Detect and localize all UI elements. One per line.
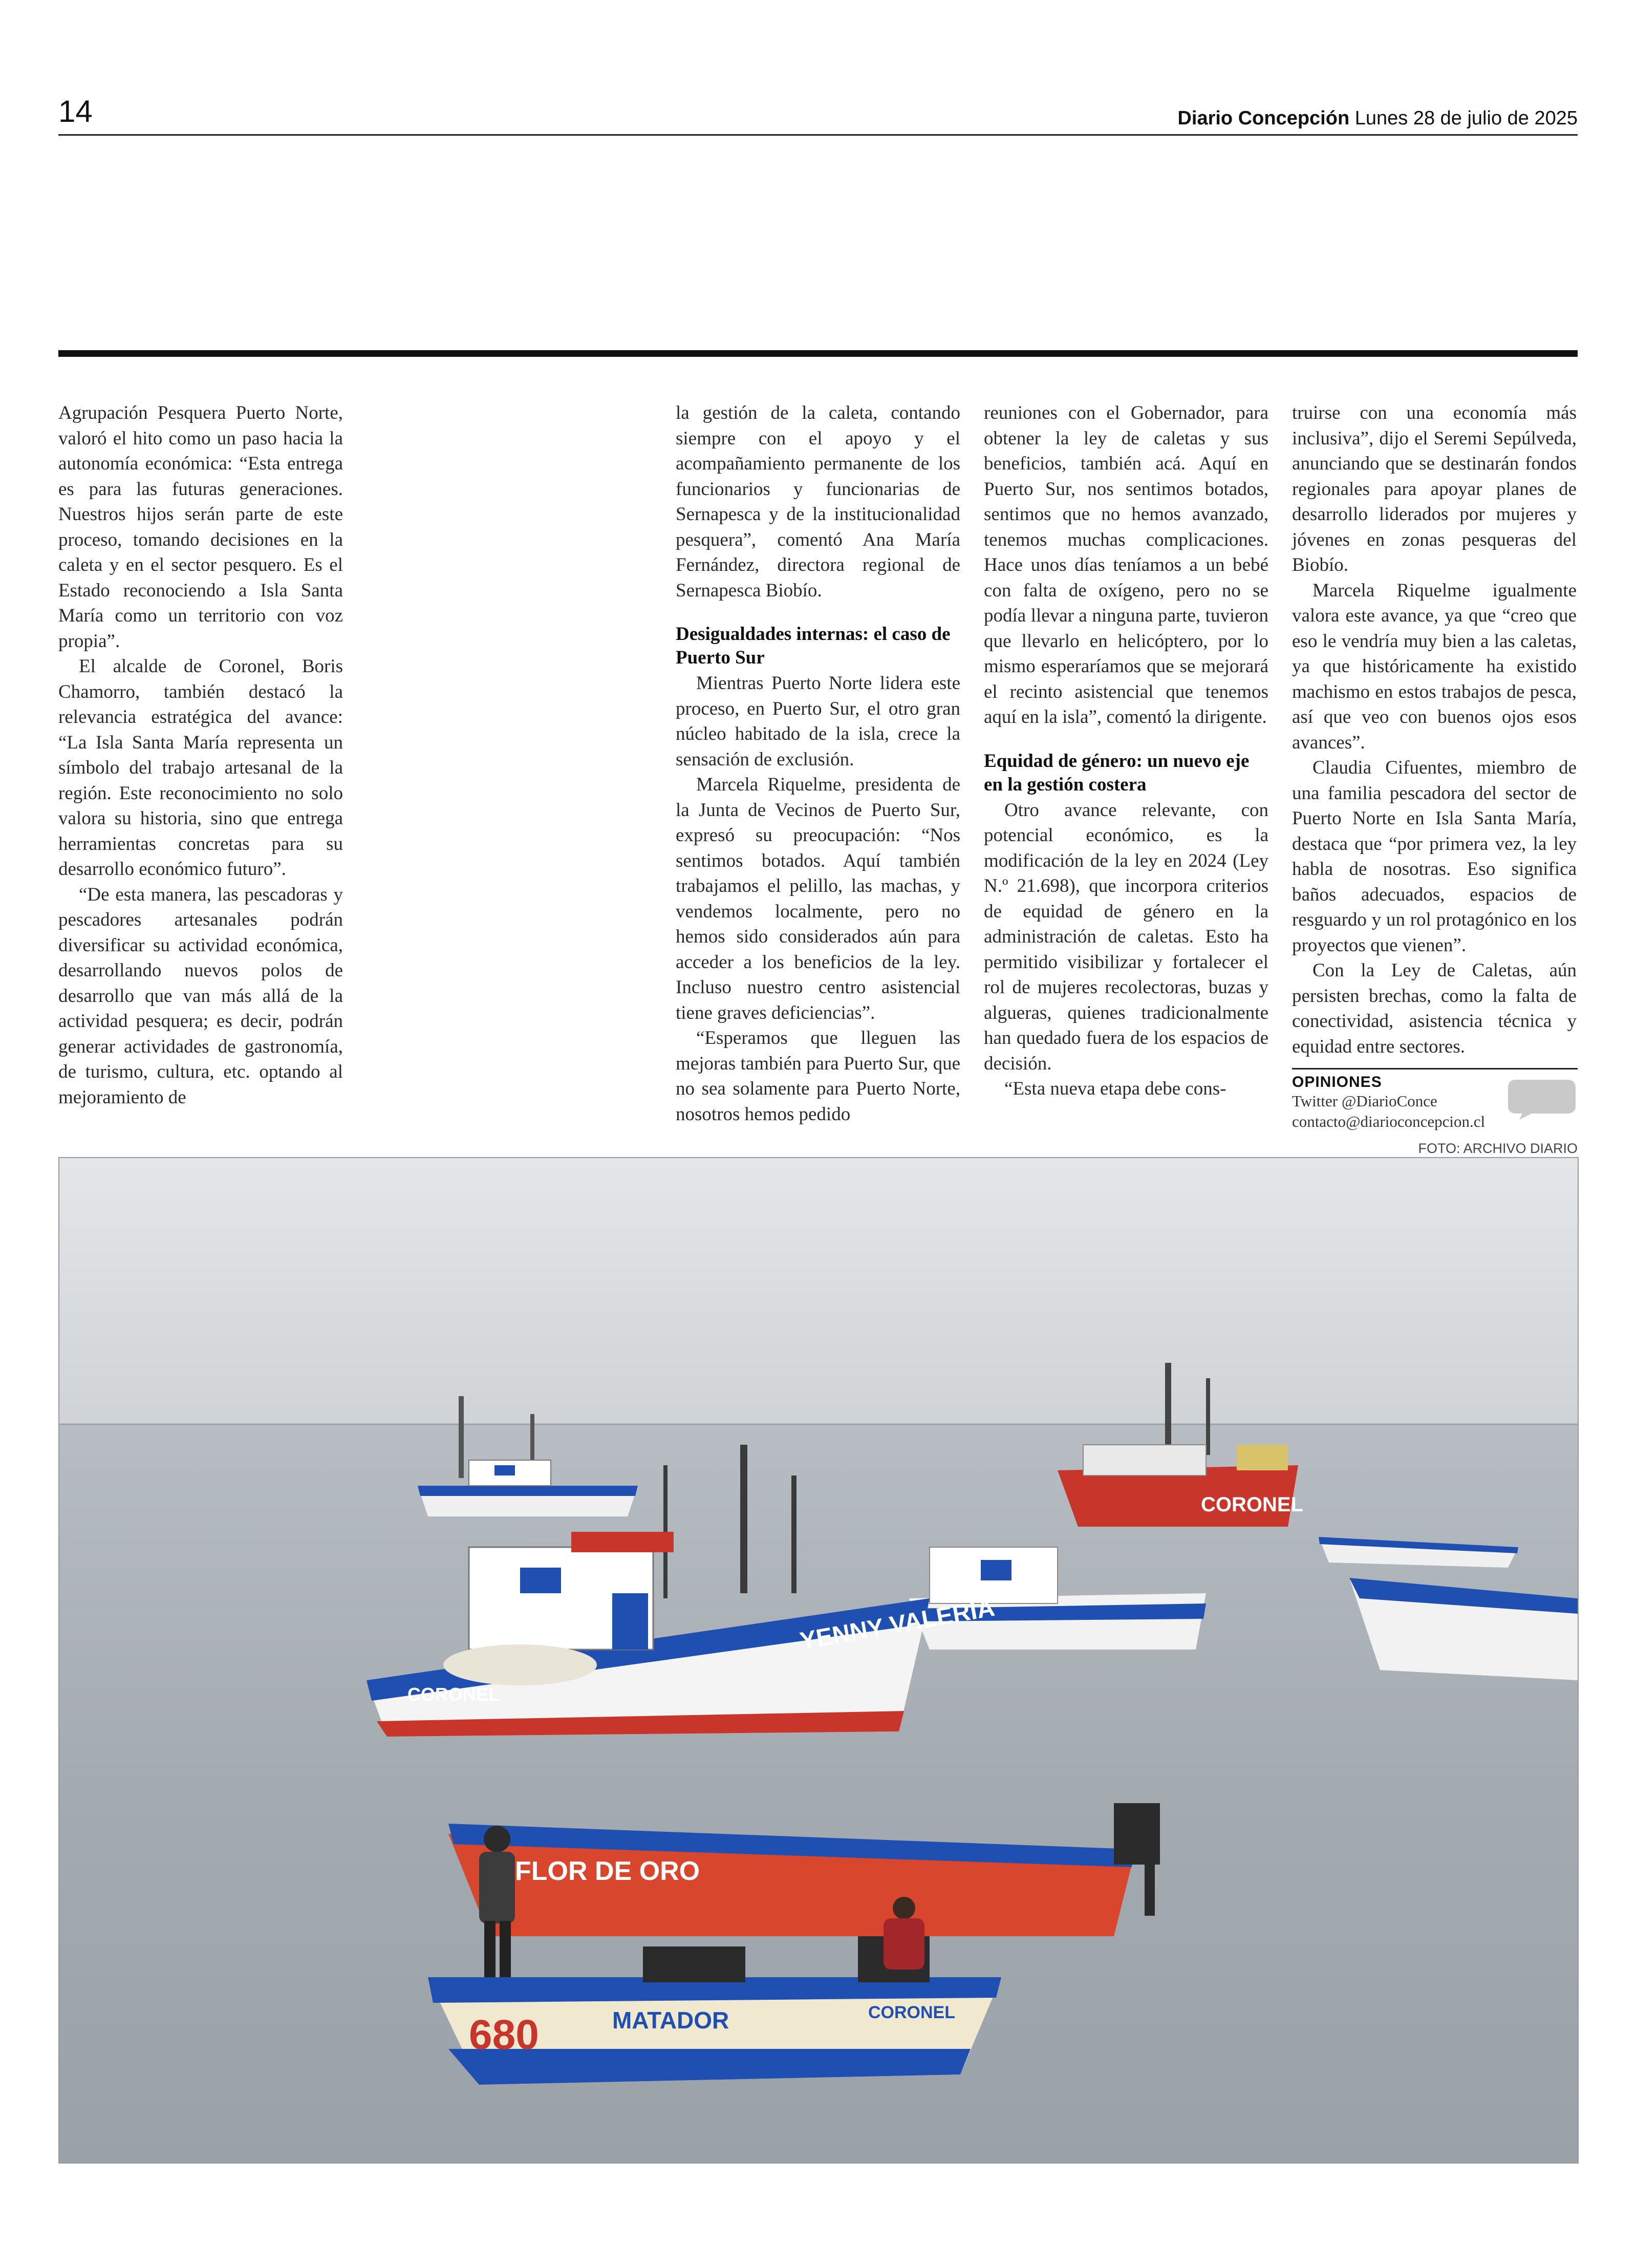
paragraph: “De esta manera, las pescadoras y pescadores artesanales podrán diversificar su actividad económica, desarrollando nuevos polos de desarrollo que van más allá de la actividad pesquera; es decir, podrán generar actividades de gastronomía, de turismo, cultura, etc. optando al mejoramiento de [58,884,343,1108]
paragraph: Agrupación Pesquera Puerto Norte, valoró el hito como un paso hacia la autonomía económica: “Esta entrega es para las futuras generaciones. Nuestros hijos serán parte de este proceso, tomando decisiones en la caleta y en el sector pesquero. Es el Estado reconociendo a Isla Santa María como un territorio con voz propia”. [58,402,343,652]
boat-name-label: CORONEL [1201,1493,1303,1516]
paragraph: Claudia Cifuentes, miembro de una familia pescadora del sector de Puerto Norte en Isla Santa María, destaca que “por primera vez, la ley habla de nosotras. Eso significa baños adecuados, espacios de resguardo y un rol protagónico en los proyectos que vienen”. [1292,757,1577,956]
paragraph: Otro avance relevante, con potencial económico, es la modificación de la ley en 2024 (Ley N.º 21.698), que incorpora criterios de equidad de género en la administración de caletas. Esto ha permitido visibilizar y fortalecer el rol de mujeres recolectoras, buzas y algueras, quienes tradicionalmente han quedado fuera de los espacios de decisión. [984,799,1268,1074]
article-column-3 [984,400,1268,1102]
article-column-4 [1292,400,1577,1059]
sky [59,1158,1578,1424]
boat-number-label: 680 [469,2012,539,2058]
section-rule [58,350,1578,357]
paragraph: la gestión de la caleta, contando siempre con el apoyo y el acompañamiento permanente de los funcionarios y funcionarias de Sernapesca y de la institucionalidad pesquera”, comentó Ana María Fernández, directora regional de Sernapesca Biobío. [676,402,960,601]
twitter-handle[interactable]: Twitter @DiarioConce [1292,1092,1437,1110]
contact-email[interactable]: contacto@diarioconcepcion.cl [1292,1112,1486,1130]
boat-name-label: MATADOR [612,2007,729,2034]
boat-name-label: FLOR DE ORO [515,1856,700,1886]
speech-bubble-icon [1506,1078,1578,1121]
paragraph: “Esta nueva etapa debe cons- [1004,1078,1226,1099]
header-rule [58,134,1578,136]
boat-name-label: YENNY VALERIA [798,1594,997,1655]
article-column-1 [58,400,343,1110]
paragraph: Con la Ley de Caletas, aún persisten brechas, como la falta de conectividad, asistencia técnica y equidad entre sectores. [1292,960,1577,1057]
paragraph: reuniones con el Gobernador, para obtener la ley de caletas y sus beneficios, también acá. Aquí en Puerto Sur, nos sentimos botados, sentimos que no hemos avanzado, tenemos muchas complicaciones. Hace unos días teníamos a un bebé con falta de oxígeno, pero no se podía llevar a ninguna parte, tuvieron que llevarlo en helicóptero, por lo mismo esperaríamos que se mejorará el recinto asistencial que tenemos aquí en la isla”, comentó la dirigente. [984,402,1268,728]
paragraph: “Esperamos que lleguen las mejoras también para Puerto Sur, que no sea solamente para Puerto Norte, nosotros hemos pedido [676,1028,960,1125]
issue-date: Lunes 28 de julio de 2025 [1354,108,1578,129]
subheading: Desigualdades internas: el caso de Puerto Sur [676,624,951,668]
page-number: 14 [58,94,93,129]
opinions-title: OPINIONES [1292,1074,1382,1090]
publication-name[interactable]: Diario Concepción [1177,108,1350,129]
paragraph: Marcela Riquelme, presidenta de la Junta de Vecinos de Puerto Sur, expresó su preocupación: “Nos sentimos botados. Aquí también trabajamos el pelillo, las machas, y vendemos localmente, pero no hemos sido considerados aún para acceder a los beneficios de la ley. Incluso nuestro centro asistencial tiene graves deficiencias”. [676,774,960,1023]
subheading: Equidad de género: un nuevo eje en la gestión costera [984,750,1250,795]
boat-name-label: CORONEL [868,2003,955,2022]
opinions-box [1292,1068,1578,1132]
article-column-2 [676,400,960,1127]
boat-name-label: CORONEL [407,1684,500,1705]
harbor-photo [58,1157,1579,2164]
paragraph: Marcela Riquelme igualmente valora este avance, ya que “creo que eso le vendría muy bien a las caletas, ya que históricamente ha existido machismo en estos trabajos de pesca, así que veo con buenos ojos esos avances”. [1292,580,1577,753]
photo-credit: FOTO: ARCHIVO DIARIO [1418,1141,1578,1156]
paragraph: truirse con una economía más inclusiva”, dijo el Seremi Sepúlveda, anunciando que se destinarán fondos regionales para apoyar planes de desarrollo liderados por mujeres y jóvenes en zonas pesqueras del Biobío. [1292,402,1577,575]
harbor-scene [59,1158,1578,2163]
paragraph: El alcalde de Coronel, Boris Chamorro, también destacó la relevancia estratégica del avance: “La Isla Santa María representa un símbolo del trabajo artesanal de la región. Este reconocimiento no solo valora su historia, sino que entrega herramientas concretas para su desarrollo económico futuro”. [58,656,343,880]
masthead [1177,108,1578,130]
paragraph: Mientras Puerto Norte lidera este proceso, en Puerto Sur, el otro gran núcleo habitado de la isla, crece la sensación de exclusión. [676,673,960,770]
